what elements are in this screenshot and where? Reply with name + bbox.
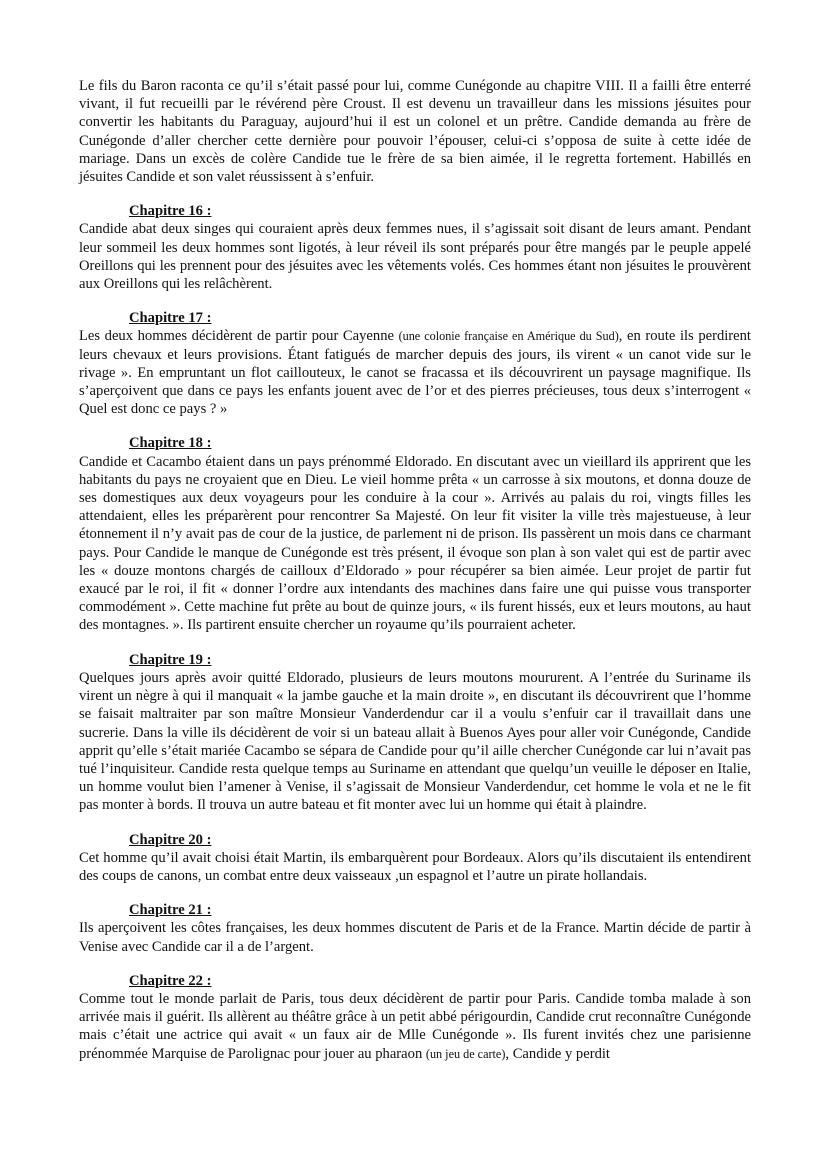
- chapter-20: [79, 831, 751, 886]
- chapter-21: [79, 901, 751, 956]
- intro-paragraph: Le fils du Baron raconta ce qu’il s’était passé pour lui, comme Cunégonde au chapitre VIII. Il a failli être enterré vivant, il fut recueilli par le révérend père Croust. Il est devenu un travailleur dans les missions jésuites pour convertir les habitants du Paraguay, aujourd’hui il est un colonel et un prêtre. Candide demanda au frère de Cunégonde d’aller chercher cette dernière pour pouvoir l’épouser, celui-ci s’opposa de suite à cette idée de mariage. Dans un excès de colère Candide tue le frère de sa bien aimée, il le regretta fortement. Habillés en jésuites Candide et son valet réussissent à s’enfuir.: [79, 78, 751, 186]
- chapter-22: [79, 972, 751, 1063]
- chapter-heading: Chapitre 16 :: [129, 203, 212, 220]
- chapter-note: (un jeu de carte): [425, 1046, 506, 1061]
- chapter-text: Ils aperçoivent les côtes françaises, les deux hommes discutent de Paris et de la France. Martin décide de partir à Venise avec Candide car il a de l’argent.: [79, 920, 751, 955]
- chapter-text-part: Les deux hommes décidèrent de partir pour Cayenne: [79, 328, 399, 345]
- chapter-18: [79, 434, 751, 634]
- chapter-text: Candide et Cacambo étaient dans un pays prénommé Eldorado. En discutant avec un vieillard ils apprirent que les habitants du pays ne croyaient que en Dieu. Le vieil homme prêta « un carrosse à six moutons, et donna douze de ses domestiques aux deux voyageurs pour les conduire à la cour ». Arrivés au palais du roi, vingts filles les attendaient, elles les préparèrent pour rencontrer Sa Majesté. On leur fit visiter la ville très majestueuse, à leur étonnement il n’y avait pas de cour de la justice, de parlement ni de prison. Ils passèrent un mois dans ce charmant pays. Pour Candide le manque de Cunégonde est très présent, il évoque son plan à son valet qui est de partir avec les « douze montons chargés de cailloux d’Eldorado » pour récupérer sa bien aimée. Leur projet de partir fut exaucé par le roi, il fit « donner l’ordre aux intendants des machines dans faire une qui puisse vous transporter commodément ». Cette machine fut prête au bout de quinze jours, « ils furent hissés, eux et leurs moutons, au haut des montagnes. ». Ils partirent ensuite chercher un royaume qu’ils pourraient acheter.: [79, 453, 751, 634]
- chapter-heading: Chapitre 21 :: [129, 902, 212, 919]
- chapter-heading: Chapitre 20 :: [129, 831, 212, 848]
- chapter-text-part: , Candide y perdit: [505, 1045, 610, 1062]
- chapter-text-part: Comme tout le monde parlait de Paris, tous deux décidèrent de partir pour Paris. Candide tomba malade à son arrivée mais il guérit. Ils allèrent au théâtre grâce à un petit abbé périgourdin, Candide crut reconnaître Cunégonde mais c’était une actrice qui avait « un faux air de Mlle Cunégonde ». Ils furent invités chez une parisienne prénommée Marquise de Parolignac pour jouer au pharaon: [79, 990, 751, 1062]
- chapter-16: [79, 202, 751, 293]
- document-page: [79, 77, 751, 1063]
- chapter-text: Quelques jours après avoir quitté Eldorado, plusieurs de leurs moutons moururent. A l’entrée du Suriname ils virent un nègre à qui il manquait « la jambe gauche et la main droite », en discutant ils découvrirent que l’homme se faisait maltraiter par son maître Monsieur Vanderdendur car il a voulu s’enfuir car il travaillait dans une sucrerie. Dans la ville ils décidèrent de voir si un bateau allait à Buenos Ayes pour aller voir Cunégonde, Candide apprit qu’elle s’était mariée Cacambo se sépara de Candide pour qu’il aille chercher Cunégonde car lui n’avait pas tué l’inquisiteur. Candide resta quelque temps au Suriname en attendant que quelqu’un veuille le déposer en Italie, un homme voulut bien l’amener à Venise, il s’agissait de Monsieur Vanderdendur, cet homme le vola et ne le fit pas monter à bords. Il trouva un autre bateau et fit monter avec lui un homme qui était à plaindre.: [79, 669, 751, 814]
- chapter-19: [79, 651, 751, 815]
- chapter-heading: Chapitre 19 :: [129, 651, 212, 668]
- chapter-text: [79, 327, 751, 418]
- chapter-text-part: , en route ils perdirent leurs chevaux et leurs provisions. Étant fatigués de marcher depuis des jours, ils virent « un canot vide sur le rivage ». En empruntant un flot caillouteux, le canot se fracassa et ils découvrirent un paysage magnifique. Ils s’aperçoivent que dans ce pays les enfants jouent avec de l’or et des pierres précieuses, tous deux s’interrogent « Quel est donc ce pays ? »: [79, 328, 751, 418]
- chapter-text: Candide abat deux singes qui couraient après deux femmes nues, il s’agissait soit disant de leurs amant. Pendant leur sommeil les deux hommes sont ligotés, à leur réveil ils sont préparés pour être mangés par le peuple appelé Oreillons qui les prennent pour des jésuites avec les vêtements volés. Ces hommes étant non jésuites le prouvèrent aux Oreillons qui les relâchèrent.: [79, 221, 751, 293]
- chapter-heading: Chapitre 22 :: [129, 972, 212, 989]
- chapter-heading: Chapitre 17 :: [129, 310, 212, 327]
- chapter-text: Cet homme qu’il avait choisi était Martin, ils embarquèrent pour Bordeaux. Alors qu’ils discutaient ils entendirent des coups de canons, un combat entre deux vaisseaux ,un espagnol et l’autre un pirate hollandais.: [79, 849, 751, 884]
- chapter-17: [79, 309, 751, 418]
- chapter-note: (une colonie française en Amérique du Sud): [398, 329, 619, 344]
- chapter-heading: Chapitre 18 :: [129, 435, 212, 452]
- chapter-text: [79, 990, 751, 1063]
